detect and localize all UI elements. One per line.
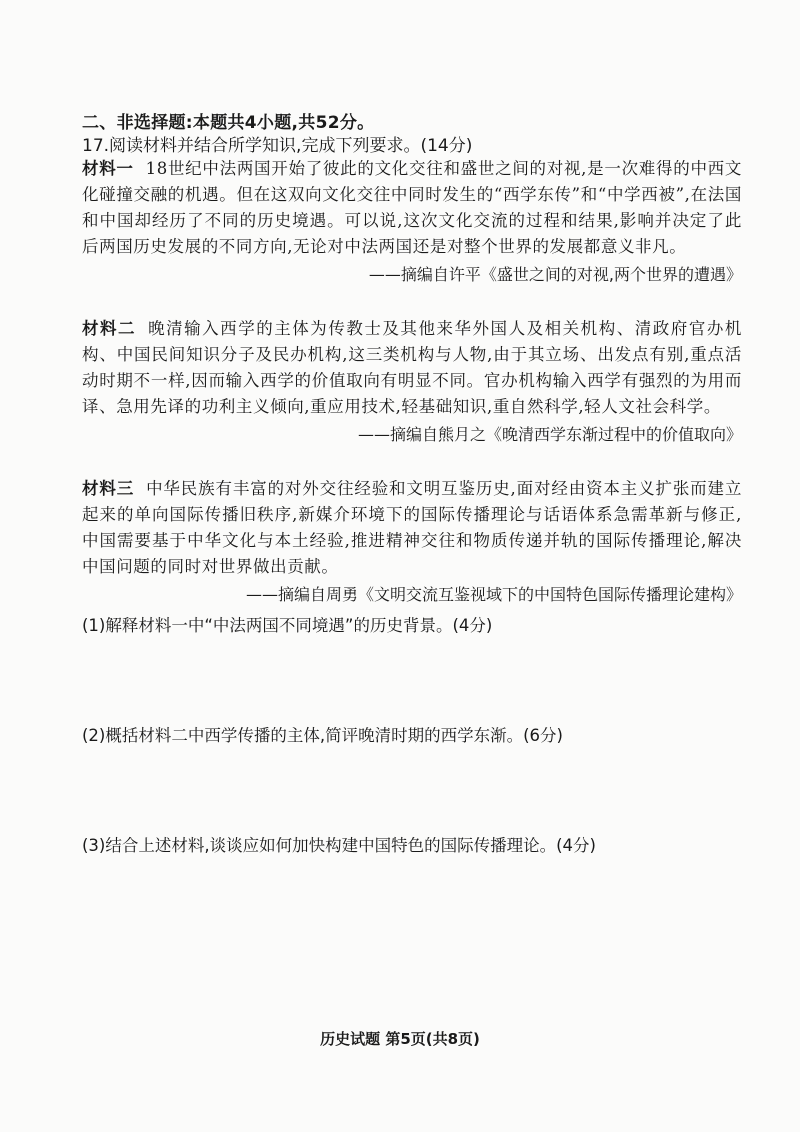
material-1	[82, 156, 742, 288]
material-2-source: ——摘编自熊月之《晚清西学东渐过程中的价值取向》	[357, 425, 742, 444]
section-title: 二、非选择题:本题共4小题,共52分。	[82, 113, 375, 133]
material-3-source: ——摘编自周勇《文明交流互鉴视域下的中国特色国际传播理论建构》	[245, 585, 742, 604]
material-1-text: 18世纪中法两国开始了彼此的文化交往和盛世之间的对视,是一次难得的中西文化碰撞交融的机遇。但在这双向文化交往中同时发生的“西学东传”和“中学西被”,在法国和中国却经历了不同的历史境遇。可以说,这次文化交流的过程和结果,影响并决定了此后两国历史发展的不同方向,无论对中法两国还是对整个世界的发展都意义非凡。	[82, 159, 742, 256]
subquestion-3: (3)结合上述材料,谈谈应如何加快构建中国特色的国际传播理论。(4分)	[82, 836, 596, 855]
material-3	[82, 476, 742, 608]
material-1-source: ——摘编自许平《盛世之间的对视,两个世界的遭遇》	[368, 265, 742, 284]
subquestion-2: (2)概括材料二中西学传播的主体,简评晚清时期的西学东渐。(6分)	[82, 726, 563, 745]
material-2	[82, 316, 742, 448]
material-2-label: 材料二	[82, 319, 137, 338]
material-1-label: 材料一	[82, 159, 134, 178]
page-footer: 历史试题 第5页(共8页)	[320, 1030, 480, 1048]
material-2-paragraph	[82, 316, 742, 420]
material-3-label: 材料三	[82, 479, 135, 498]
question-title: 17.阅读材料并结合所学知识,完成下列要求。(14分)	[82, 136, 473, 156]
material-3-paragraph	[82, 476, 742, 580]
material-1-paragraph	[82, 156, 742, 260]
subquestion-1: (1)解释材料一中“中法两国不同境遇”的历史背景。(4分)	[82, 616, 493, 635]
material-2-text: 晚清输入西学的主体为传教士及其他来华外国人及相关机构、清政府官办机构、中国民间知识分子及民办机构,这三类机构与人物,由于其立场、出发点有别,重点活动时期不一样,因而输入西学的价值取向有明显不同。官办机构输入西学有强烈的为用而译、急用先译的功利主义倾向,重应用技术,轻基础知识,重自然科学,轻人文社会科学。	[82, 319, 742, 416]
material-3-text: 中华民族有丰富的对外交往经验和文明互鉴历史,面对经由资本主义扩张而建立起来的单向国际传播旧秩序,新媒介环境下的国际传播理论与话语体系急需革新与修正,中国需要基于中华文化与本土经验,推进精神交往和物质传递并轨的国际传播理论,解决中国问题的同时对世界做出贡献。	[82, 479, 742, 576]
